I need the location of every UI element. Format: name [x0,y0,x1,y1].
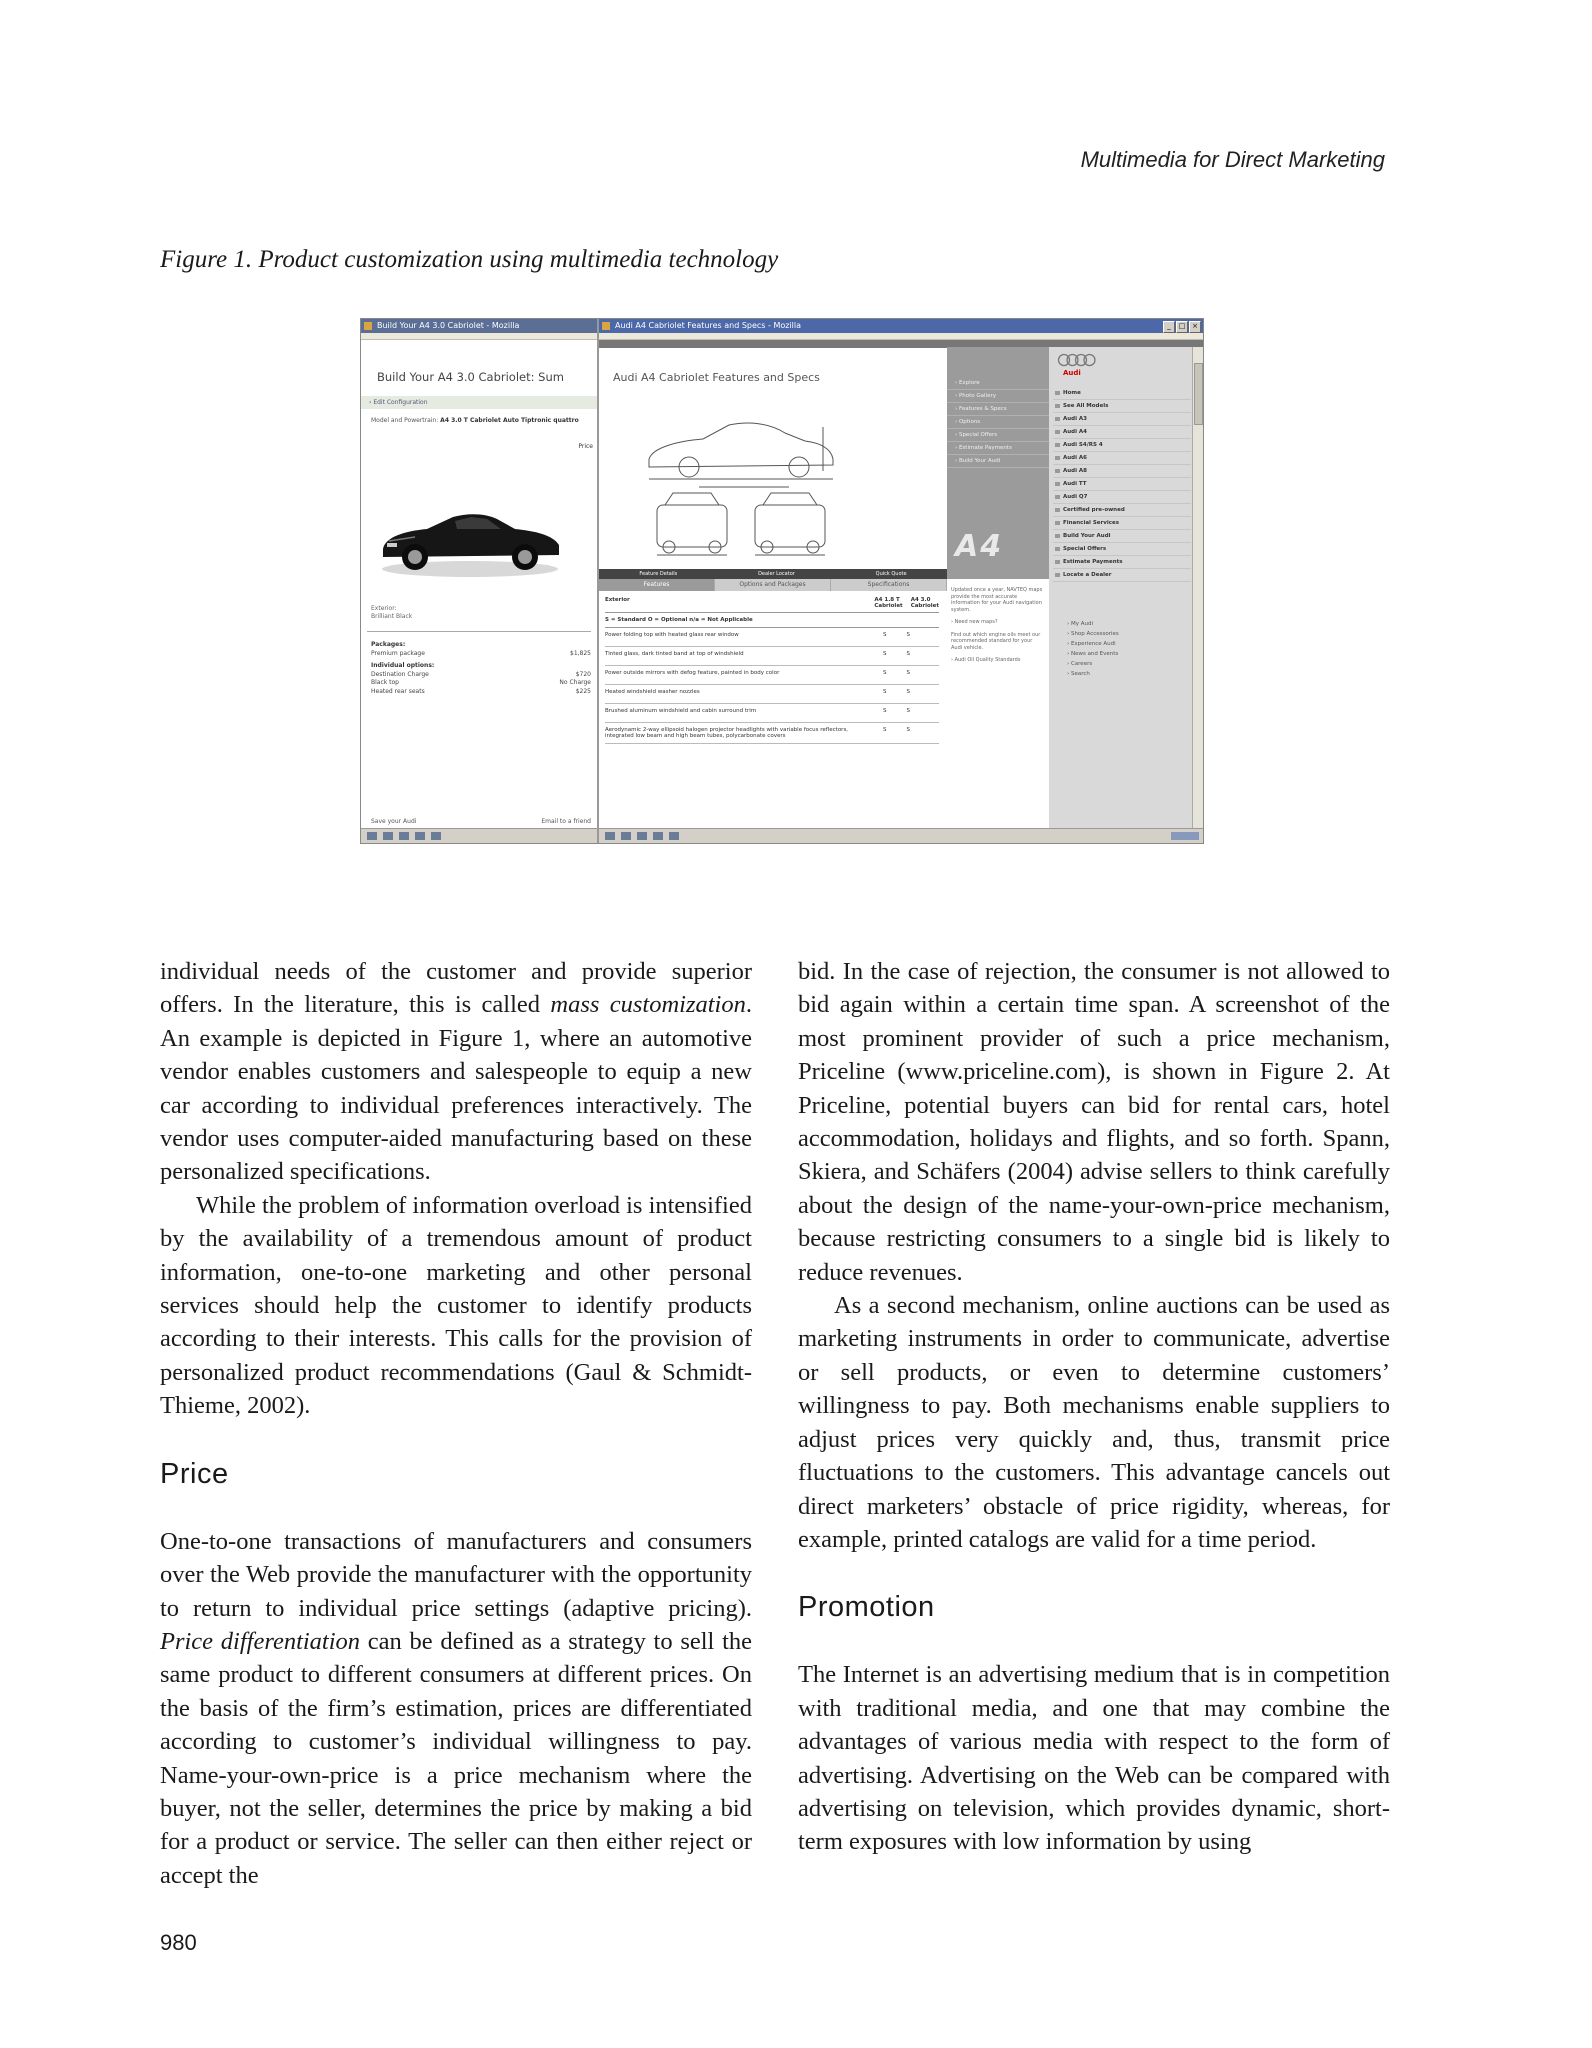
paragraph: individual needs of the customer and provide superior offers. In the literature, this is called mass customization. An example is depicted in Figure 1, where an automotive vendor enables customers and salespeople to equip a new car according to individual preferences interactively. The vendor uses computer-aided manufacturing based on these personalized specifications. [160,958,752,1186]
save-audi-link: Save your Audi [371,818,417,825]
nav-item: Audi A4 [1053,426,1191,439]
section-menu [947,347,1049,468]
spec-value: S [883,727,887,733]
left-window-statusbar [361,828,597,843]
nav-item: Locate a Dealer [1053,569,1191,582]
nav-item: Build Your Audi [1053,530,1191,543]
spec-item: Heated windshield washer nozzles [605,689,700,695]
site-navigation [1049,347,1193,829]
emphasis: mass customization [550,991,746,1019]
spec-value: S [883,651,887,657]
status-icon [431,832,441,840]
right-column [798,955,1390,1859]
tab-specifications: Specifications [831,579,947,591]
left-window-titlebar [361,319,597,333]
left-window-menubar [361,333,597,340]
paragraph: As a second mechanism, online auctions can be used as marketing instruments in order to communicate, advertise or sell products, or even to determine customers’ willingness to pay. Both mechanisms enable suppliers to adjust prices very quickly and, thus, transmit price fluctuations to the customers. This advantage cancels out direct marketers’ obstacle of price rigidity, whereas, for example, printed catalogs are valid for a time period. [798,1292,1390,1553]
nav-item: Estimate Payments [1053,556,1191,569]
spec-value: S [906,651,910,657]
model-info [361,409,597,425]
status-icon [621,832,631,840]
left-column [160,955,752,1892]
status-icon [367,832,377,840]
nav-sub-item: › Shop Accessories [1067,631,1119,637]
divider [367,631,591,632]
status-icon [669,832,679,840]
exterior-info [371,605,412,621]
spec-row [605,704,939,723]
nav-sub-item: › Experience Audi [1067,641,1116,647]
option-price: $720 [575,670,591,678]
nav-item: Audi S4/RS 4 [1053,439,1191,452]
spec-value: S [883,632,887,638]
spec-row [605,628,939,647]
features-heading: Audi A4 Cabriolet Features and Specs [613,371,820,384]
note-text: Find out which engine oils meet our recommended standard for your Audi vehicle. [951,631,1041,651]
edit-configuration-link: › Edit Configuration [361,396,597,409]
nav-sub-item: › My Audi [1067,621,1093,627]
spec-section-title: Exterior [605,597,630,603]
nav-sub-item: › Search [1067,671,1090,677]
minimize-icon: _ [1163,321,1175,333]
spec-legend: S = Standard O = Optional n/a = Not Applicable [605,613,939,628]
feature-links-bar [599,569,947,579]
audi-wordmark: Audi [1063,369,1081,377]
nav-item: Home [1053,387,1191,400]
spec-value: S [906,727,910,733]
nav-item: Audi Q7 [1053,491,1191,504]
quick-quote-link: Quick Quote [875,571,907,577]
nav-sub-item: › News and Events [1067,651,1119,657]
nav-item: Financial Services [1053,517,1191,530]
nav-item: Audi TT [1053,478,1191,491]
email-friend-link: Email to a friend [541,818,591,825]
option-name: Black top [371,679,399,686]
paragraph: The Internet is an advertising medium that is in competition with traditional media, and one that may combine the advantages of various media with respect to the form of advertising. Advertising on the Web can be compared with advertising on television, which provides dynamic, short-term exposures with low information by using [798,1661,1390,1856]
spec-item: Tinted glass, dark tinted band at top of windshield [605,651,744,657]
model-value: A4 3.0 T Cabriolet Auto Tiptronic quattro [440,417,579,424]
scrollbar [1192,347,1203,829]
menu-item: › Estimate Payments [947,442,1049,455]
left-window-footer-links [371,818,591,825]
a4-badge: A4 [955,529,1004,564]
browser-icon [364,322,372,330]
figure-caption: Figure 1. Product customization using multimedia technology [160,246,779,273]
package-name: Premium package [371,649,425,657]
status-icon [415,832,425,840]
browser-icon [602,322,610,330]
option-row [371,679,591,688]
menu-item: › Build Your Audi [947,455,1049,468]
spec-row [605,647,939,666]
nav-item: Certified pre-owned [1053,504,1191,517]
note-link: › Audi Oil Quality Standards [951,657,1021,663]
menu-item: › Explore [947,377,1049,390]
tab-features: Features [599,579,715,591]
spec-columns [874,597,939,609]
close-icon: × [1189,321,1201,333]
menu-item: › Special Offers [947,429,1049,442]
right-window-menubar [599,333,1203,340]
spec-row [605,723,939,744]
features-content [599,347,947,829]
model-label: Model and Powertrain: [371,417,439,424]
spec-value: S [906,708,910,714]
menu-item: › Options [947,416,1049,429]
window-controls [1163,321,1201,333]
package-row [371,650,591,659]
right-window-statusbar [599,828,1203,843]
options-label: Individual options: [371,662,435,669]
status-icon [637,832,647,840]
exterior-label: Exterior: [371,605,397,612]
dealer-locator-link: Dealer Locator [758,571,795,577]
note-text: Updated once a year, NAVTEQ maps provide the most accurate information for your Audi navigation system. [951,587,1043,613]
nav-item: Special Offers [1053,543,1191,556]
spec-value: S [906,689,910,695]
spec-header [605,597,939,613]
paragraph: One-to-one transactions of manufacturers and consumers over the Web provide the manufacturer with the opportunity to return to individual price settings (adaptive pricing). Price differentiation can be defined as a strategy to sell the same product to different consumers at different prices. On the basis of the firm’s estimation, prices are differentiated according to customer’s individual willingness to pay. Name-your-own-price is a price mechanism where the buyer, not the seller, determines the price by making a bid for a product or service. The seller can then either reject or accept the [160,1527,753,1889]
configurator-window [361,319,599,843]
spec-tabs [599,579,947,591]
spec-item: Brushed aluminum windshield and cabin surround trim [605,708,757,714]
spec-value: S [883,670,887,676]
option-price: $225 [575,687,591,695]
right-window-title: Audi A4 Cabriolet Features and Specs - Mozilla [615,321,802,330]
option-row [371,688,591,697]
right-window-titlebar [599,319,1203,333]
audi-rings-logo [1057,353,1097,367]
nav-item: Audi A3 [1053,413,1191,426]
scrollbar-thumb [1194,363,1203,425]
maximize-icon: □ [1176,321,1188,333]
tab-options-packages: Options and Packages [715,579,831,591]
nav-item: Audi A8 [1053,465,1191,478]
option-price: No Charge [559,679,591,686]
section-heading-promotion: Promotion [798,1591,935,1624]
nav-sub-list [1057,619,1191,679]
figure-screenshot [360,318,1204,844]
left-window-title: Build Your A4 3.0 Cabriolet - Mozilla [377,321,520,330]
packages-label: Packages: [371,641,406,648]
edit-configuration-label: Edit Configuration [373,399,428,406]
option-row [371,671,591,680]
exterior-value: Brilliant Black [371,613,413,620]
spec-value: S [906,670,910,676]
nav-item: See All Models [1053,400,1191,413]
spec-value: S [906,632,910,638]
paragraph: While the problem of information overload is intensified by the availability of a tremendous amount of product information, one-to-one marketing and other personal services should help the customer to identify products according to their interests. This calls for the provision of personalized product recommendations (Gaul & Schmidt-Thieme, 2002). [160,1191,752,1420]
spec-item: Aerodynamic 2-way ellipsoid halogen projector headlights with variable focus reflectors, integrated low beam and high beam tubes, polycarbonate covers [605,727,849,739]
spec-value: S [883,708,887,714]
feature-details-link: Feature Details [639,571,678,577]
emphasis: Price differentiation [160,1627,361,1655]
menu-item: › Photo Gallery [947,390,1049,403]
status-icon [383,832,393,840]
status-icon [399,832,409,840]
price-label: Price [578,443,593,450]
spec-col-2: A4 3.0 Cabriolet [910,597,939,609]
running-head: Multimedia for Direct Marketing [1080,147,1385,172]
spec-row [605,685,939,704]
nav-list [1053,387,1191,582]
car-blueprint-drawing [639,409,839,559]
nav-sub-item: › Careers [1067,661,1093,667]
menu-item: › Features & Specs [947,403,1049,416]
status-icon [653,832,663,840]
paragraph: bid. In the case of rejection, the consumer is not allowed to bid again within a certain time span. A screenshot of the most prominent provider of such a price mechanism, Priceline (www.priceline.com), is shown in Figure 2. At Priceline, potential buyers can bid for rental cars, hotel accommodation, holidays and flights, and so forth. Spann, Skiera, and Schäfers (2004) advise sellers to think carefully about the design of the name-your-own-price mechanism, because restricting consumers to a single bid is likely to reduce revenues. [798,958,1390,1286]
sidebar-notes [947,579,1049,829]
spec-col-1: A4 1.8 T Cabriolet [874,597,903,609]
connection-icon [1171,832,1199,840]
section-heading-price: Price [160,1457,229,1490]
configurator-heading: Build Your A4 3.0 Cabriolet: Sum [377,370,564,384]
note-link: › Need new maps? [951,619,998,625]
status-icon [605,832,615,840]
features-window [599,319,1203,843]
spec-item: Power folding top with heated glass rear window [605,632,739,638]
spec-row [605,666,939,685]
car-photo [375,491,565,581]
spec-table [605,597,939,744]
options-summary [371,637,591,696]
section-menu-panel [947,347,1049,829]
option-name: Heated rear seats [371,687,425,695]
option-name: Destination Charge [371,670,429,678]
package-price: $1,825 [570,649,591,657]
spec-value: S [883,689,887,695]
spec-item: Power outside mirrors with defog feature, painted in body color [605,670,780,676]
nav-item: Audi A6 [1053,452,1191,465]
page-number: 980 [160,1930,197,1955]
